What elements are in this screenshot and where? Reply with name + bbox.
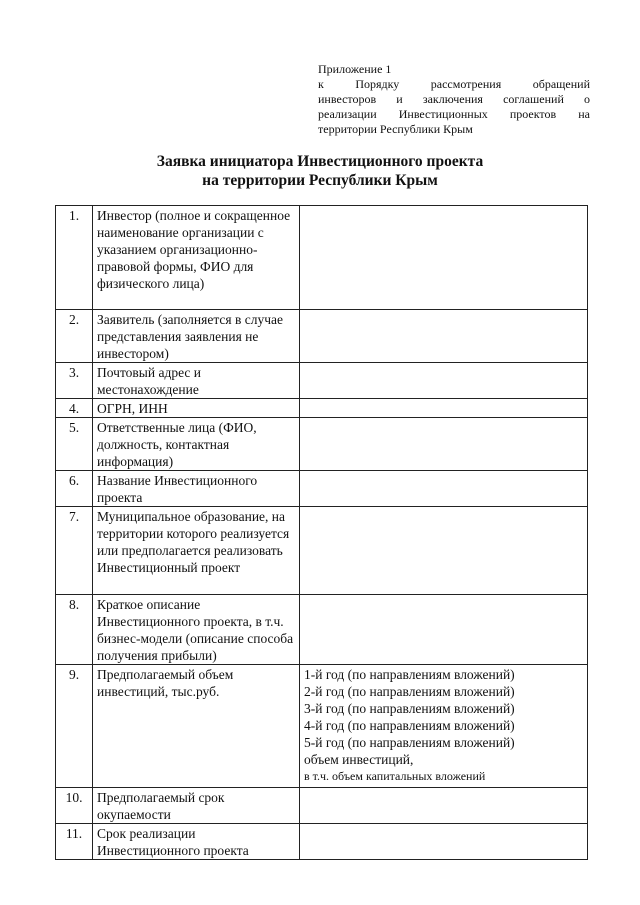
investment-line: объем инвестиций, <box>304 752 414 767</box>
table-row <box>56 418 588 471</box>
row-number: 9. <box>56 665 93 788</box>
table-row <box>56 399 588 418</box>
row-value-cell[interactable] <box>300 363 588 399</box>
row-number: 11. <box>56 824 93 860</box>
row-number: 8. <box>56 595 93 665</box>
row-number: 3. <box>56 363 93 399</box>
investment-line: 3-й год (по направлениям вложений) <box>304 701 515 716</box>
row-label: Предполагаемый объем инвестиций, тыс.руб. <box>93 665 300 788</box>
row-label: Инвестор (полное и сокращенное наименование организации с указанием организационно-правовой формы, ФИО для физического лица) <box>93 206 300 310</box>
row-value-cell[interactable] <box>300 824 588 860</box>
table-row <box>56 595 588 665</box>
row-value-cell[interactable] <box>300 788 588 824</box>
document-title-line: на территории Республики Крым <box>202 172 438 189</box>
row-value-cell[interactable] <box>300 206 588 310</box>
row-label: Название Инвестиционного проекта <box>93 471 300 507</box>
row-number: 7. <box>56 507 93 595</box>
row-label: Почтовый адрес и местонахождение <box>93 363 300 399</box>
appendix-line: к Порядку рассмотрения обращений <box>318 77 590 91</box>
row-label: Ответственные лица (ФИО, должность, контактная информация) <box>93 418 300 471</box>
table-row <box>56 310 588 363</box>
row-label: Краткое описание Инвестиционного проекта, в т.ч. бизнес-модели (описание способа получения прибыли) <box>93 595 300 665</box>
row-value-cell[interactable] <box>300 310 588 363</box>
appendix-line: территории Республики Крым <box>318 122 473 136</box>
table-row <box>56 363 588 399</box>
table-row <box>56 507 588 595</box>
row-number: 4. <box>56 399 93 418</box>
document-title <box>0 152 640 190</box>
row-number: 6. <box>56 471 93 507</box>
row-label: Муниципальное образование, на территории которого реализуется или предполагается реализовать Инвестиционный проект <box>93 507 300 595</box>
table-row <box>56 206 588 310</box>
document-title-line: Заявка инициатора Инвестиционного проекта <box>156 153 484 170</box>
row-label: Предполагаемый срок окупаемости <box>93 788 300 824</box>
row-value-cell[interactable] <box>300 665 588 788</box>
row-number: 5. <box>56 418 93 471</box>
appendix-line: Приложение 1 <box>318 62 392 76</box>
row-label: Заявитель (заполняется в случае представления заявления не инвестором) <box>93 310 300 363</box>
row-value-cell[interactable] <box>300 418 588 471</box>
row-value-cell[interactable] <box>300 399 588 418</box>
investment-line: 2-й год (по направлениям вложений) <box>304 684 515 699</box>
row-number: 2. <box>56 310 93 363</box>
table-row <box>56 665 588 788</box>
investment-line: 1-й год (по направлениям вложений) <box>304 667 515 682</box>
row-label: Срок реализации Инвестиционного проекта <box>93 824 300 860</box>
row-value-cell[interactable] <box>300 471 588 507</box>
appendix-header <box>318 62 590 137</box>
appendix-line: инвесторов и заключения соглашений о <box>318 92 590 106</box>
row-number: 10. <box>56 788 93 824</box>
investment-line: 4-й год (по направлениям вложений) <box>304 718 515 733</box>
row-value-cell[interactable] <box>300 595 588 665</box>
application-form-table <box>55 205 588 860</box>
investment-line: в т.ч. объем капитальных вложений <box>304 769 486 783</box>
table-row <box>56 788 588 824</box>
investment-line: 5-й год (по направлениям вложений) <box>304 735 515 750</box>
row-number: 1. <box>56 206 93 310</box>
appendix-line: реализации Инвестиционных проектов на <box>318 107 590 121</box>
table-row <box>56 824 588 860</box>
row-label: ОГРН, ИНН <box>93 399 300 418</box>
table-row <box>56 471 588 507</box>
row-value-cell[interactable] <box>300 507 588 595</box>
